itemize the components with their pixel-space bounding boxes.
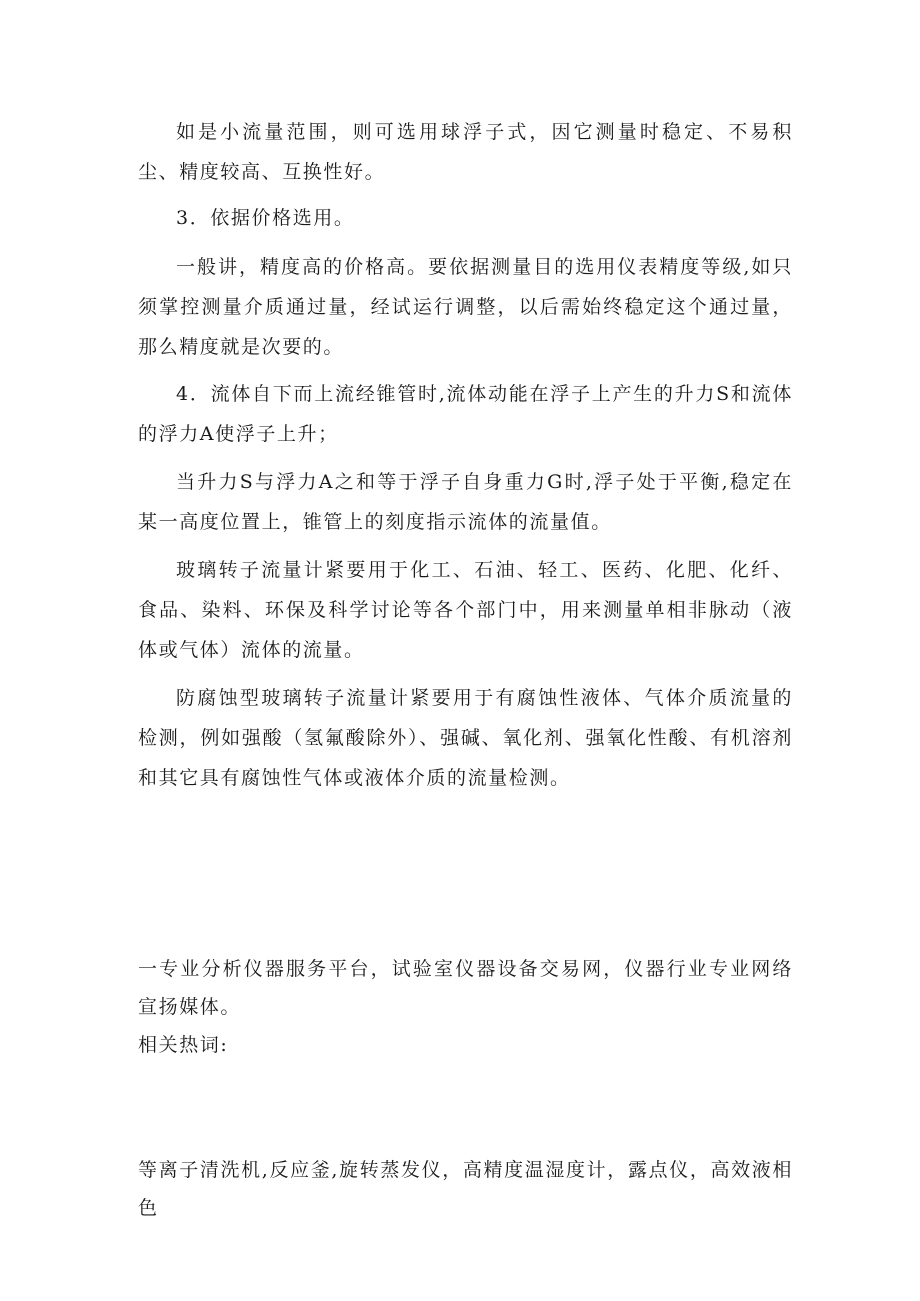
paragraph-float-equilibrium: 当升力S与浮力A之和等于浮子自身重力G时,浮子处于平衡,稳定在某一高度位置上，锥管上的刻度指示流体的流量值。 (138, 471, 793, 533)
footer-hot-words-list: 等离子清洗机,反应釜,旋转蒸发仪，高精度温湿度计，露点仪，高效液相色 (138, 1159, 793, 1219)
paragraph-small-flow-float: 如是小流量范围，则可选用球浮子式，因它测量时稳定、不易积尘、精度较高、互换性好。 (138, 121, 793, 183)
paragraph-heading-price-selection: 3．依据价格选用。 (176, 207, 355, 229)
paragraph-anticorrosion-rotameter: 防腐蚀型玻璃转子流量计紧要用于有腐蚀性液体、气体介质流量的检测，例如强酸（氢氟酸除外）、强碱、氧化剂、强氧化性酸、有机溶剂和其它具有腐蚀性气体或液体介质的流量检测。 (138, 687, 793, 789)
footer-hot-words-label: 相关热词: (138, 1034, 229, 1056)
footer-platform-text: 一专业分析仪器服务平台，试验室仪器设备交易网，仪器行业专业网络宣扬媒体。 (138, 958, 793, 1018)
paragraph-fluid-lift-force: 4．流体自下而上流经锥管时,流体动能在浮子上产生的升力S和流体的浮力A使浮子上升； (138, 383, 793, 445)
paragraph-accuracy-price: 一般讲，精度高的价格高。要依据测量目的选用仪表精度等级,如只须掌控测量介质通过量，经试运行调整，以后需始终稳定这个通过量，那么精度就是次要的。 (138, 256, 793, 358)
paragraph-glass-rotameter-uses: 玻璃转子流量计紧要用于化工、石油、轻工、医药、化肥、化纤、食品、染料、环保及科学讨论等各个部门中，用来测量单相非脉动（液体或气体）流体的流量。 (138, 559, 793, 661)
